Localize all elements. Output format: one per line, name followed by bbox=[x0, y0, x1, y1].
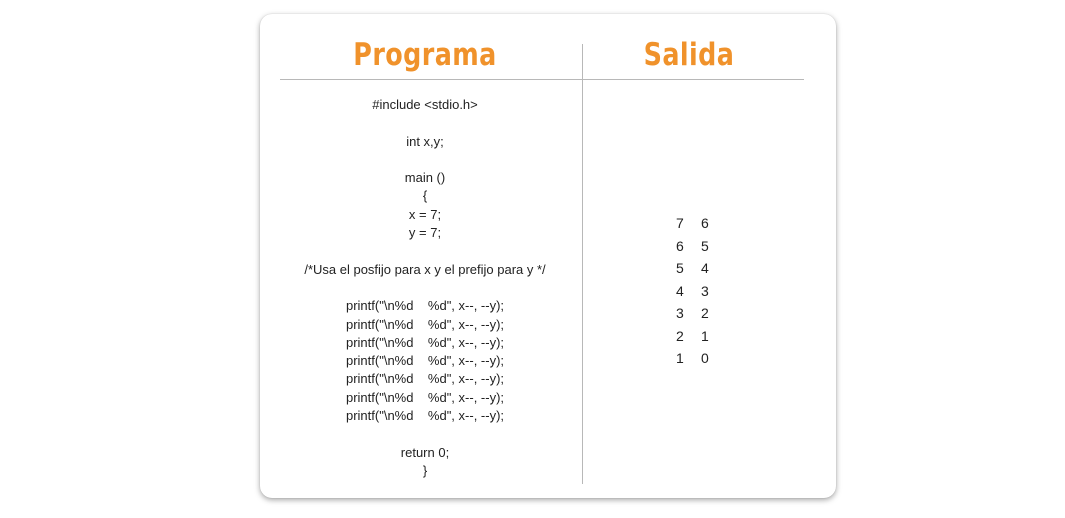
output-row bbox=[670, 235, 730, 258]
header-divider bbox=[280, 79, 804, 80]
code-line: } bbox=[422, 462, 428, 478]
printf-line: printf("\n%d %d", x--, --y); bbox=[345, 389, 505, 405]
output-heading: Salida bbox=[643, 37, 735, 73]
output-y-value: 5 bbox=[701, 237, 709, 254]
output-y-value: 0 bbox=[701, 350, 709, 366]
program-output-card bbox=[260, 14, 836, 498]
column-divider bbox=[582, 44, 583, 484]
output-x-value: 4 bbox=[676, 282, 684, 299]
output-row bbox=[670, 347, 730, 370]
code-line: y = 7; bbox=[408, 225, 442, 241]
output-row bbox=[670, 302, 730, 325]
output-row bbox=[670, 325, 730, 348]
output-x-value: 2 bbox=[676, 327, 684, 344]
code-line bbox=[280, 151, 570, 169]
output-x-value: 7 bbox=[676, 215, 684, 231]
output-y-value: 6 bbox=[701, 215, 709, 231]
output-row bbox=[670, 280, 730, 303]
printf-line: printf("\n%d %d", x--, --y); bbox=[345, 298, 505, 314]
output-x-value: 6 bbox=[676, 237, 684, 254]
output-y-value: 3 bbox=[701, 282, 709, 299]
output-x-value: 5 bbox=[676, 260, 684, 276]
output-row bbox=[670, 257, 730, 280]
code-line: #include <stdio.h> bbox=[372, 97, 478, 112]
output-x-value: 3 bbox=[676, 305, 684, 321]
output-block bbox=[670, 212, 730, 370]
output-row bbox=[670, 212, 730, 235]
output-x-value: 1 bbox=[676, 350, 684, 366]
code-line: x = 7; bbox=[408, 206, 442, 222]
code-line: int x,y; bbox=[406, 133, 444, 149]
code-line bbox=[280, 279, 570, 297]
output-y-value: 2 bbox=[701, 305, 709, 321]
code-block bbox=[280, 96, 570, 480]
code-comment: /*Usa el posfijo para x y el prefijo para y */ bbox=[304, 261, 546, 277]
printf-line: printf("\n%d %d", x--, --y); bbox=[345, 371, 505, 387]
code-line bbox=[280, 114, 570, 132]
program-heading: Programa bbox=[353, 37, 497, 73]
printf-line: printf("\n%d %d", x--, --y); bbox=[345, 408, 505, 424]
output-y-value: 4 bbox=[701, 260, 709, 276]
code-line bbox=[280, 425, 570, 443]
printf-line: printf("\n%d %d", x--, --y); bbox=[345, 334, 505, 350]
code-line bbox=[280, 242, 570, 260]
printf-line: printf("\n%d %d", x--, --y); bbox=[345, 316, 505, 332]
code-line: { bbox=[422, 188, 428, 204]
output-y-value: 1 bbox=[701, 327, 709, 344]
code-line: return 0; bbox=[400, 444, 450, 460]
printf-line: printf("\n%d %d", x--, --y); bbox=[345, 353, 505, 369]
code-line: main () bbox=[404, 170, 446, 186]
